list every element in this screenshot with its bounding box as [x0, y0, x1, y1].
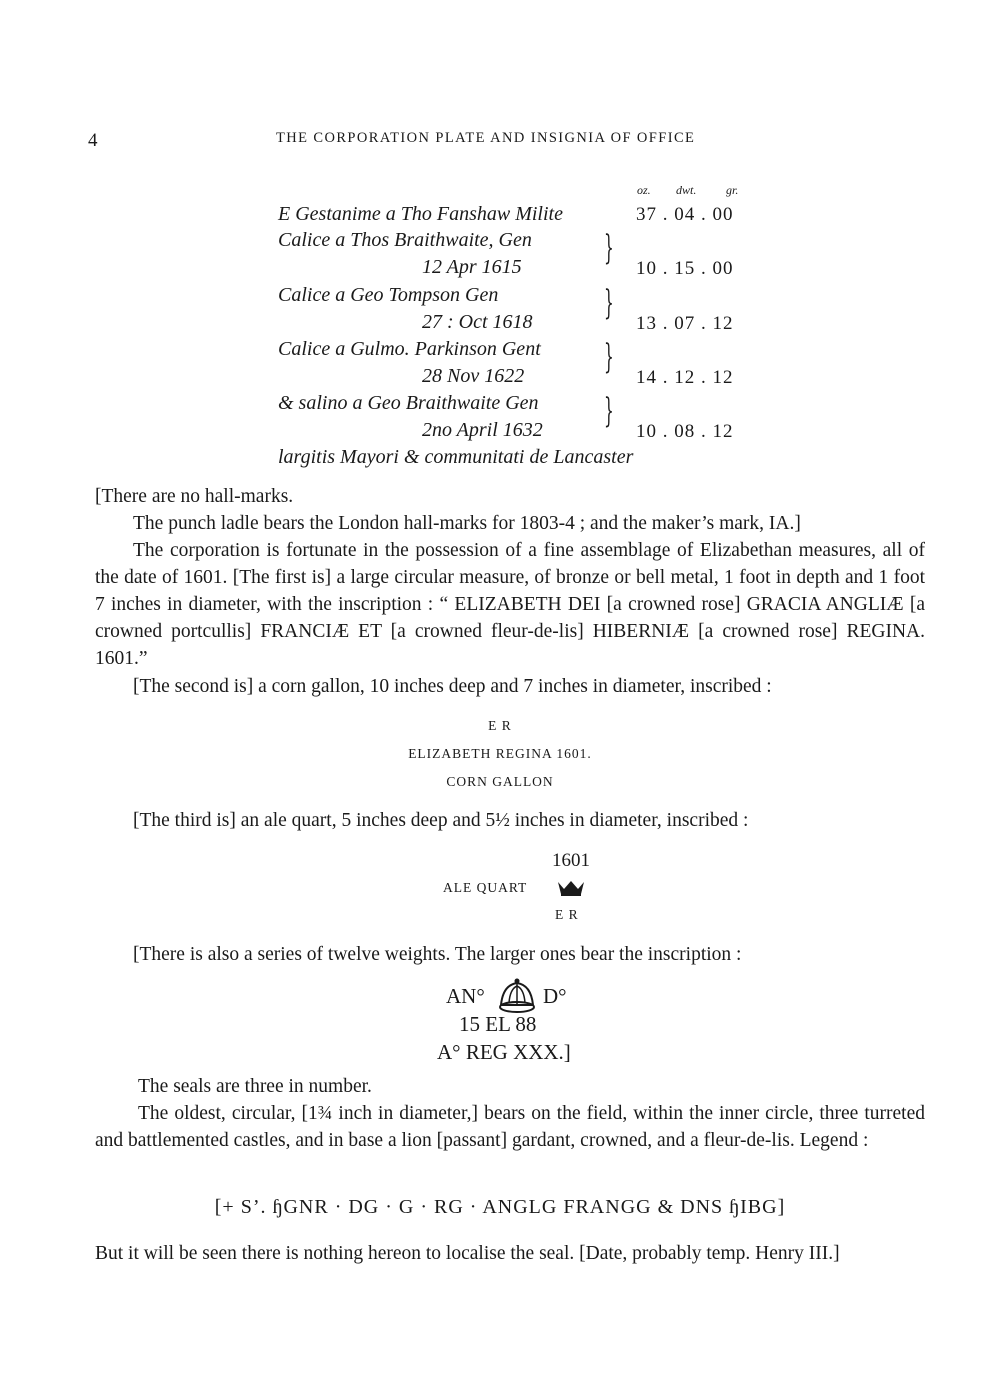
table-row-2-weight: 10 . 15 . 00 — [636, 258, 734, 279]
table-row-5-text: & salino a Geo Braithwaite Gen — [278, 392, 539, 414]
inscription-elizabeth: ELIZABETH REGINA 1601. — [408, 746, 592, 761]
brace-icon: } — [604, 228, 614, 268]
paragraph-corn-gallon: [The second is] a corn gallon, 10 inches deep and 7 inches in diameter, inscribed : — [133, 676, 772, 697]
table-row-3-weight: 13 . 07 . 12 — [636, 313, 734, 334]
weights-line3: A° REG XXX.] — [437, 1040, 571, 1064]
table-row-5-weight: 10 . 08 . 12 — [636, 421, 734, 442]
brace-icon: } — [604, 283, 614, 323]
table-row-2-text: Calice a Thos Braithwaite, Gen — [278, 229, 532, 251]
paragraph-measures: The corporation is fortunate in the possession of a fine assemblage of Elizabethan measures, all of the date of 1601. [The first is] a large circular measure, of bronze or bell metal, 1 foot in depth and 1 foot 7 inches in diameter, with the inscription : “ ELIZABETH DEI [a crowned rose] GRACIA ANGLIÆ [a crowned portcullis] FRANCIÆ ET [a crowned fleur-de-lis] HIBERNIÆ [a crowned rose] REGINA. 1601.” — [95, 540, 925, 669]
running-head: THE CORPORATION PLATE AND INSIGNIA OF OFFICE — [276, 130, 696, 146]
paragraph-weights: [There is also a series of twelve weights. The larger ones bear the inscription : — [133, 944, 742, 965]
weights-line1-left: AN° — [446, 984, 485, 1008]
inscription-corn-gallon: CORN GALLON — [446, 774, 554, 789]
table-row-5-date: 2no April 1632 — [422, 419, 543, 441]
crown-icon — [556, 879, 586, 902]
table-closing: largitis Mayori & communitati de Lancaster — [278, 446, 634, 468]
paragraph-conclusion: But it will be seen there is nothing hereon to localise the seal. [Date, probably temp. Henry III.] — [95, 1243, 840, 1264]
paragraph-punch-ladle: The punch ladle bears the London hall-marks for 1803-4 ; and the maker’s mark, IA.] — [133, 513, 801, 534]
col-head-oz: oz. — [637, 183, 651, 197]
ale-quart-label: ALE QUART — [443, 880, 528, 895]
table-row-1-text: E Gestanime a Tho Fanshaw Milite — [278, 203, 563, 225]
brace-icon: } — [604, 391, 614, 431]
ale-er: E R — [555, 907, 579, 922]
inscription-er: E R — [488, 718, 512, 733]
table-row-1-weight: 37 . 04 . 00 — [636, 204, 734, 225]
col-head-dwt: dwt. — [676, 183, 697, 197]
paragraph-ale-quart: [The third is] an ale quart, 5 inches deep and 5½ inches in diameter, inscribed : — [133, 810, 749, 831]
weights-line2: 15 EL 88 — [459, 1012, 537, 1036]
paragraph-oldest-seal: The oldest, circular, [1¾ inch in diameter,] bears on the field, within the inner circle, three turreted and battlemented castles, and in base a lion [passant] gardant, crowned, and a fleur-de-lis. Legend : — [95, 1103, 925, 1151]
table-row-4-weight: 14 . 12 . 12 — [636, 367, 734, 388]
seal-legend: [+ S’. ɧGNR · DG · G · RG · ANGLG FRANGG & DNS ɧIBG] — [214, 1196, 786, 1218]
paragraph-hallmarks: [There are no hall-marks. — [95, 486, 294, 507]
table-row-4-text: Calice a Gulmo. Parkinson Gent — [278, 338, 541, 360]
table-row-3-date: 27 : Oct 1618 — [422, 311, 533, 333]
paragraph-seals: The seals are three in number. — [138, 1076, 372, 1097]
ale-year: 1601 — [552, 850, 590, 871]
table-row-2-date: 12 Apr 1615 — [422, 256, 522, 278]
brace-icon: } — [604, 337, 614, 377]
weights-line1-right: D° — [543, 984, 567, 1008]
page-number: 4 — [88, 130, 98, 151]
table-row-3-text: Calice a Geo Tompson Gen — [278, 284, 499, 306]
table-row-4-date: 28 Nov 1622 — [422, 365, 525, 387]
col-head-gr: gr. — [726, 183, 739, 197]
